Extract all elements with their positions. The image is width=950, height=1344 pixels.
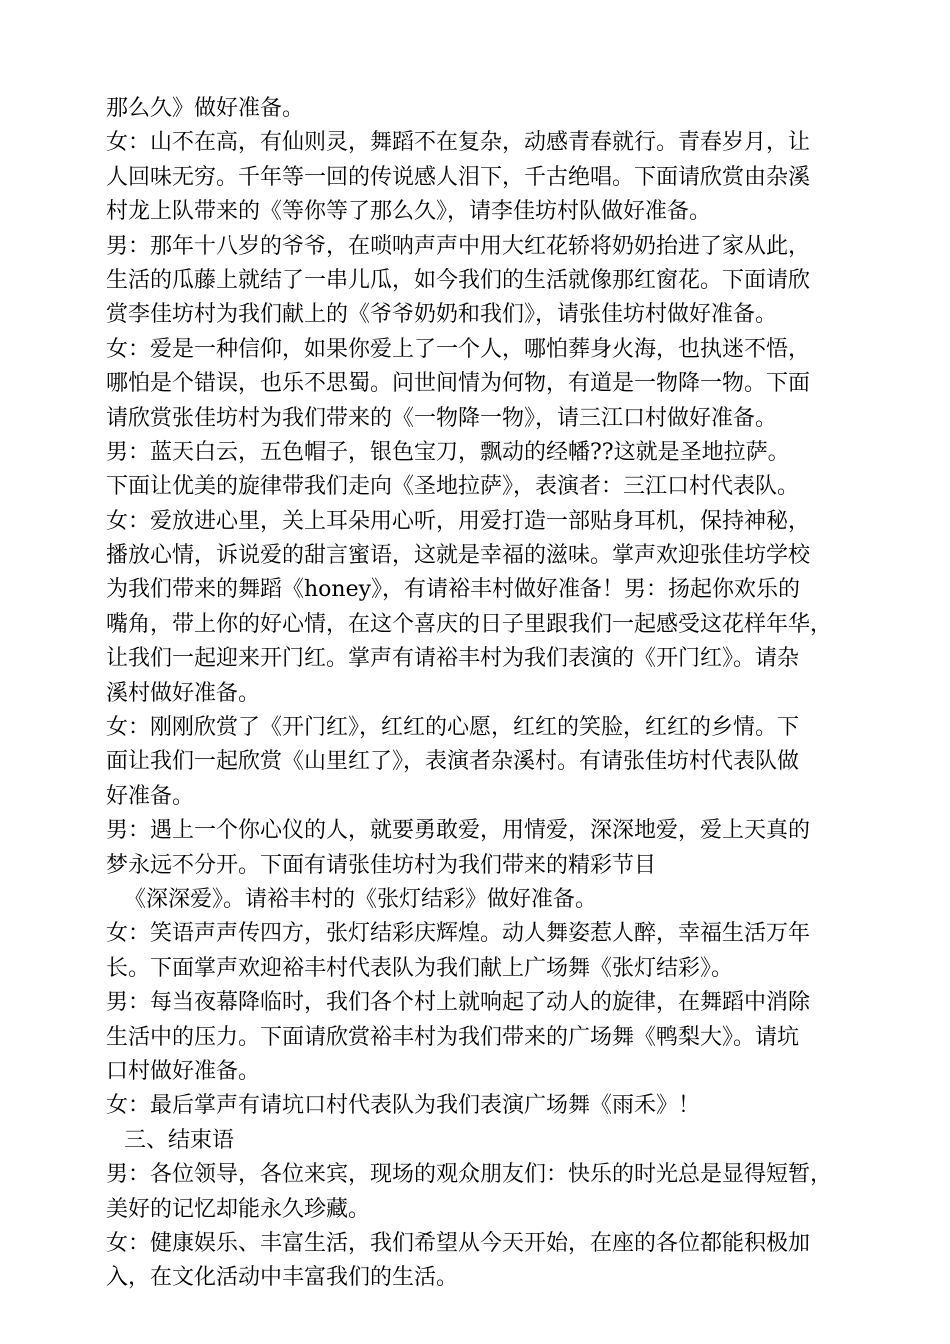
text-line: 溪村做好准备。 xyxy=(106,680,261,706)
text-line: 赏李佳坊村为我们献上的《爷爷奶奶和我们》，请张佳坊村做好准备。 xyxy=(106,302,778,328)
text-line: 男：蓝天白云，五色帽子，银色宝刀，飘动的经幡??这就是圣地拉萨。 xyxy=(106,439,790,465)
text-line: 人回味无穷。千年等一回的传说感人泪下，千古绝唱。下面请欣赏由杂溪 xyxy=(106,164,811,190)
text-line: 生活中的压力。下面请欣赏裕丰村为我们带来的广场舞《鸭梨大》。请坑 xyxy=(106,1024,800,1050)
text-line: 男：遇上一个你心仪的人，就要勇敢爱，用情爱，深深地爱，爱上天真的 xyxy=(106,818,811,844)
text-line: 哪怕是个错误，也乐不思蜀。问世间情为何物，有道是一物降一物。下面 xyxy=(106,371,811,397)
text-line: 女：爱是一种信仰，如果你爱上了一个人，哪怕葬身火海，也执迷不悟， xyxy=(106,336,811,362)
text-line: 播放心情，诉说爱的甜言蜜语，这就是幸福的滋味。掌声欢迎张佳坊学校 xyxy=(106,543,811,569)
text-line: 男：那年十八岁的爷爷，在唢呐声声中用大红花轿将奶奶抬进了家从此， xyxy=(106,233,811,259)
section-heading: 三、结束语 xyxy=(124,1127,235,1153)
text-line: 男：每当夜幕降临时，我们各个村上就响起了动人的旋律，在舞蹈中消除 xyxy=(106,990,811,1016)
text-line: 女：笑语声声传四方，张灯结彩庆辉煌。动人舞姿惹人醉，幸福生活万年 xyxy=(106,921,811,947)
text-line: 面让我们一起欣赏《山里红了》，表演者杂溪村。有请张佳坊村代表队做 xyxy=(106,749,800,775)
text-line: 女：最后掌声有请坑口村代表队为我们表演广场舞《雨禾》！ xyxy=(106,1093,701,1119)
text-line: 女：爱放进心里，关上耳朵用心听，用爱打造一部贴身耳机，保持神秘， xyxy=(106,508,811,534)
text-line: 男：各位领导，各位来宾，现场的观众朋友们：快乐的时光总是显得短暂， xyxy=(106,1162,833,1188)
text-line: 下面让优美的旋律带我们走向《圣地拉萨》，表演者：三江口村代表队。 xyxy=(106,474,800,500)
text-line: 女：山不在高，有仙则灵，舞蹈不在复杂，动感青春就行。青春岁月，让 xyxy=(106,130,811,156)
text-line: 让我们一起迎来开门红。掌声有请裕丰村为我们表演的《开门红》。请杂 xyxy=(106,646,800,672)
text-line: 长。下面掌声欢迎裕丰村代表队为我们献上广场舞《张灯结彩》。 xyxy=(106,955,734,981)
text-line: 口村做好准备。 xyxy=(106,1058,261,1084)
document-body xyxy=(106,92,866,1296)
text-line: 村龙上队带来的《等你等了那么久》，请李佳坊村队做好准备。 xyxy=(106,199,712,225)
text-line: 入，在文化活动中丰富我们的生活。 xyxy=(106,1265,459,1291)
text-line: 《深深爱》。请裕丰村的《张灯结彩》做好准备。 xyxy=(124,886,598,912)
text-line: 好准备。 xyxy=(106,783,195,809)
text-line: 美好的记忆却能永久珍藏。 xyxy=(106,1196,371,1222)
text-line: 女：刚刚欣赏了《开门红》，红红的心愿，红红的笑脸，红红的乡情。下 xyxy=(106,715,800,741)
text-line: 那么久》做好准备。 xyxy=(106,96,305,121)
text-line: 请欣赏张佳坊村为我们带来的《一物降一物》，请三江口村做好准备。 xyxy=(106,405,778,431)
text-line: 生活的瓜藤上就结了一串儿瓜，如今我们的生活就像那红窗花。下面请欣 xyxy=(106,267,811,293)
text-line: 梦永远不分开。下面有请张佳坊村为我们带来的精彩节目 xyxy=(106,852,657,878)
text-line: 为我们带来的舞蹈《honey》，有请裕丰村做好准备！男：扬起你欢乐的 xyxy=(106,577,801,603)
text-line: 女：健康娱乐、丰富生活，我们希望从今天开始，在座的各位都能积极加 xyxy=(106,1230,811,1256)
text-line: 嘴角，带上你的好心情，在这个喜庆的日子里跟我们一起感受这花样年华， xyxy=(106,611,833,637)
